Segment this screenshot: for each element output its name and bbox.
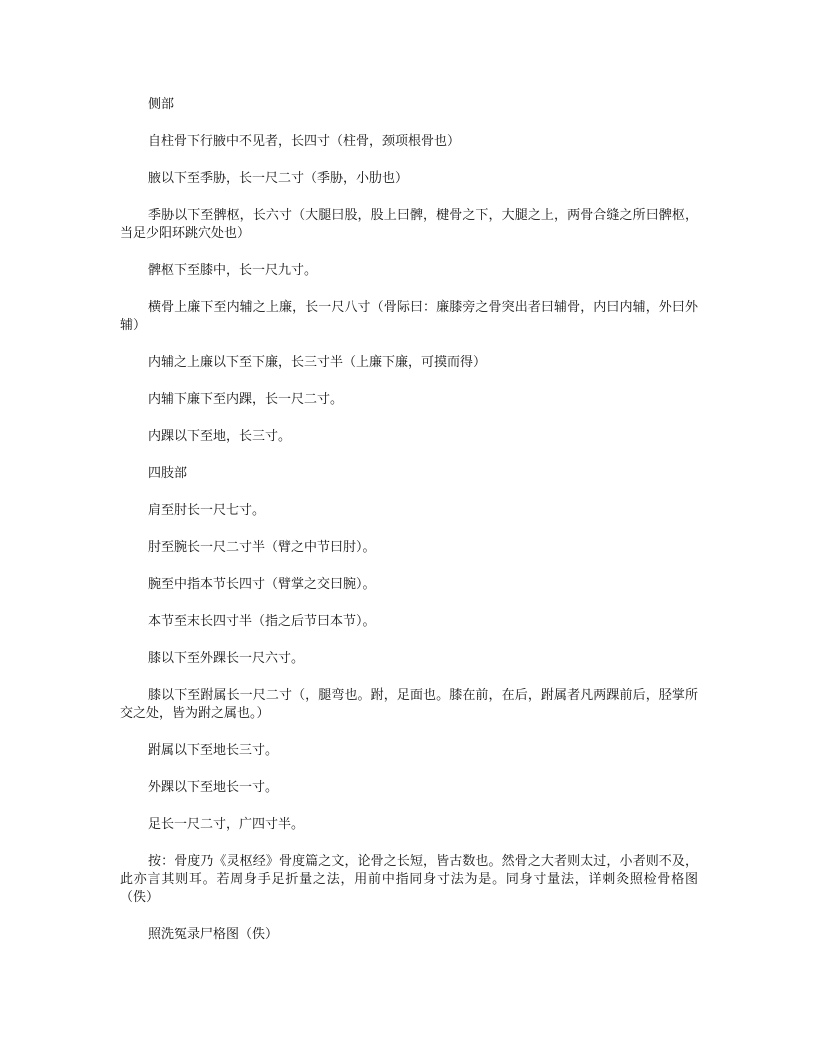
- paragraph: 腕至中指本节长四寸（臂掌之交曰腕）。: [148, 577, 376, 592]
- paragraph: 本节至末长四寸半（指之后节曰本节）。: [148, 614, 376, 629]
- paragraph: 照洗冤录尸格图（佚）: [148, 927, 279, 942]
- paragraph: 腋以下至季胁，长一尺二寸（季胁，小肋也）: [148, 171, 409, 186]
- paragraph: 自柱骨下行腋中不见者，长四寸（柱骨，颈项根骨也）: [148, 134, 461, 149]
- section-heading-limbs: 四肢部: [148, 466, 188, 481]
- document-body: [120, 96, 698, 963]
- paragraph: 内踝以下至地，长三寸。: [148, 429, 292, 444]
- paragraph: 足长一尺二寸，广四寸半。: [148, 817, 305, 832]
- paragraph: 膝以下至外踝长一尺六寸。: [148, 651, 305, 666]
- paragraph: 外踝以下至地长一寸。: [148, 780, 279, 795]
- paragraph: 髀枢下至膝中，长一尺九寸。: [148, 263, 318, 278]
- section-heading-side: 侧部: [148, 97, 175, 112]
- paragraph: 内辅之上廉以下至下廉，长三寸半（上廉下廉，可摸而得）: [148, 355, 487, 370]
- paragraph: 肩至肘长一尺七寸。: [148, 503, 266, 518]
- paragraph: 横骨上廉下至内辅之上廉，长一尺八寸（骨际曰：廉膝旁之骨突出者曰辅骨，内曰内辅，外曰外辅）: [120, 300, 698, 333]
- commentary-paragraph: 按：骨度乃《灵枢经》骨度篇之文，论骨之长短，皆古数也。然骨之大者则太过，小者则不及，此亦言其则耳。若周身手足折量之法，用前中指同身寸法为是。同身寸量法，详刺灸照检骨格图（佚）: [120, 854, 698, 905]
- paragraph: 内辅下廉下至内踝，长一尺二寸。: [148, 392, 344, 407]
- paragraph: 肘至腕长一尺二寸半（臂之中节曰肘）。: [148, 540, 376, 555]
- paragraph: 跗属以下至地长三寸。: [148, 743, 279, 758]
- paragraph: 膝以下至跗属长一尺二寸（，腿弯也。跗，足面也。膝在前，在后，跗属者凡两踝前后，胫掌所交之处，皆为跗之属也。）: [120, 688, 698, 721]
- paragraph: 季胁以下至髀枢，长六寸（大腿曰股，股上曰髀，楗骨之下，大腿之上，两骨合缝之所曰髀枢，当足少阳环跳穴处也）: [120, 208, 698, 241]
